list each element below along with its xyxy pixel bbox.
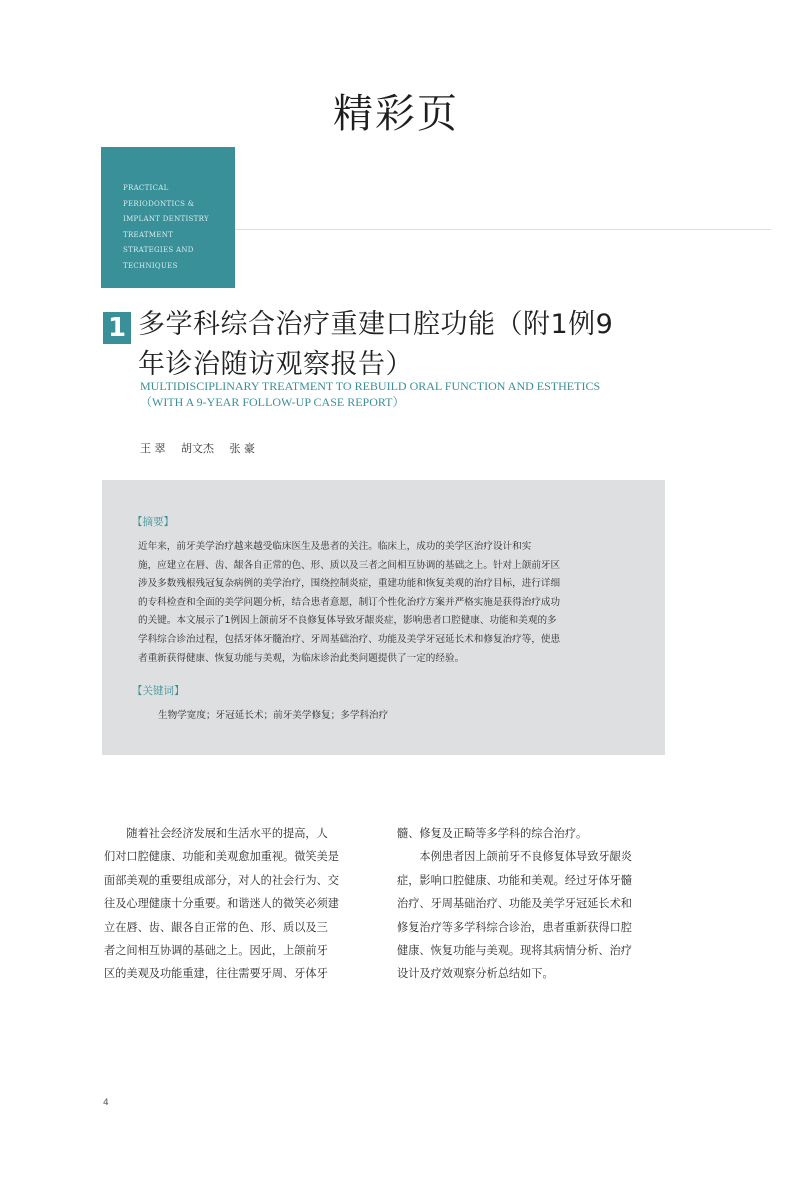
body-line: 者之间相互协调的基础之上。因此，上颌前牙	[104, 944, 328, 958]
body-line: 髓、修复及正畸等多学科的综合治疗。	[397, 827, 588, 840]
chapter-number-badge: 1	[103, 312, 131, 344]
abstract-line: 涉及多数残根残冠复杂病例的美学治疗，围绕控制炎症，重建功能和恢复美观的治疗目标，进行详细	[138, 578, 561, 590]
author-name: 胡文杰	[181, 442, 214, 455]
author-name: 王 翠	[140, 442, 166, 455]
chapter-title-english-line: （WITH A 9-YEAR FOLLOW-UP CASE REPORT）	[140, 395, 405, 409]
abstract-line: 近年来，前牙美学治疗越来越受临床医生及患者的关注。临床上，成功的美学区治疗设计和实	[138, 541, 532, 552]
body-line: 设计及疗效观察分析总结如下。	[397, 967, 554, 981]
body-column-right	[397, 822, 672, 986]
body-line: 立在唇、齿、龈各自正常的色、形、质以及三	[104, 920, 328, 934]
series-title-line: PERIODONTICS &	[123, 199, 195, 208]
series-title-line: PRACTICAL	[123, 184, 169, 192]
body-column-left	[104, 822, 379, 986]
page-header: 精彩页	[333, 91, 459, 137]
series-title-block	[101, 147, 235, 288]
abstract-line: 的专科检查和全面的美学问题分析，结合患者意愿，制订个性化治疗方案并严格实施是获得治疗成功	[138, 596, 561, 608]
author-name: 张 豪	[229, 442, 255, 455]
body-line: 健康、恢复功能与美观。现将其病情分析、治疗	[397, 944, 632, 958]
abstract-box	[102, 480, 665, 755]
body-line: 往及心理健康十分重要。和谐迷人的微笑必须建	[104, 897, 339, 911]
series-title-line: TECHNIQUES	[123, 261, 178, 270]
abstract-text	[138, 538, 648, 668]
series-title-line: TREATMENT	[123, 230, 174, 239]
body-line: 面部美观的重要组成部分，对人的社会行为、交	[104, 873, 339, 887]
chapter-title-line: 多学科综合治疗重建口腔功能（附1例9	[138, 309, 614, 340]
abstract-label: 【摘要】	[132, 516, 174, 528]
series-title-line: IMPLANT DENTISTRY	[123, 215, 209, 223]
body-line: 们对口腔健康、功能和美观愈加重视。微笑美是	[104, 850, 339, 864]
series-title	[123, 181, 233, 274]
abstract-line: 者重新获得健康、恢复功能与美观，为临床诊治此类问题提供了一定的经验。	[138, 652, 465, 664]
chapter-title-line: 年诊治随访观察报告）	[138, 349, 413, 380]
page-number: 4	[103, 1098, 109, 1108]
series-title-line: STRATEGIES AND	[123, 246, 194, 254]
body-line: 修复治疗等多学科综合诊治，患者重新获得口腔	[397, 920, 632, 934]
abstract-line: 的关键。本文展示了1例因上颌前牙不良修复体导致牙龈炎症，影响患者口腔健康、功能和美观的多	[138, 615, 557, 627]
abstract-line: 学科综合诊治过程，包括牙体牙髓治疗、牙周基础治疗、功能及美学牙冠延长术和修复治疗等，使患	[138, 633, 561, 645]
chapter-title	[138, 305, 698, 385]
author-list	[140, 440, 267, 456]
abstract-line: 施，应建立在唇、齿、龈各自正常的色、形、质以及三者之间相互协调的基础之上。针对上颌前牙区	[138, 559, 561, 571]
body-line: 症，影响口腔健康、功能和美观。经过牙体牙髓	[397, 873, 632, 887]
chapter-title-english	[140, 378, 700, 410]
body-line: 随着社会经济发展和生活水平的提高，人	[104, 827, 328, 840]
keywords-text: 生物学宽度；牙冠延长术；前牙美学修复；多学科治疗	[158, 710, 389, 721]
header-divider	[235, 229, 771, 230]
chapter-title-english-line: MULTIDISCIPLINARY TREATMENT TO REBUILD ORAL FUNCTION AND ESTHETICS	[140, 379, 601, 393]
keywords-label: 【关键词】	[132, 685, 185, 697]
body-line: 本例患者因上颌前牙不良修复体导致牙龈炎	[397, 850, 632, 864]
body-line: 区的美观及功能重建，往往需要牙周、牙体牙	[104, 967, 328, 981]
body-line: 治疗、牙周基础治疗、功能及美学牙冠延长术和	[397, 897, 632, 911]
